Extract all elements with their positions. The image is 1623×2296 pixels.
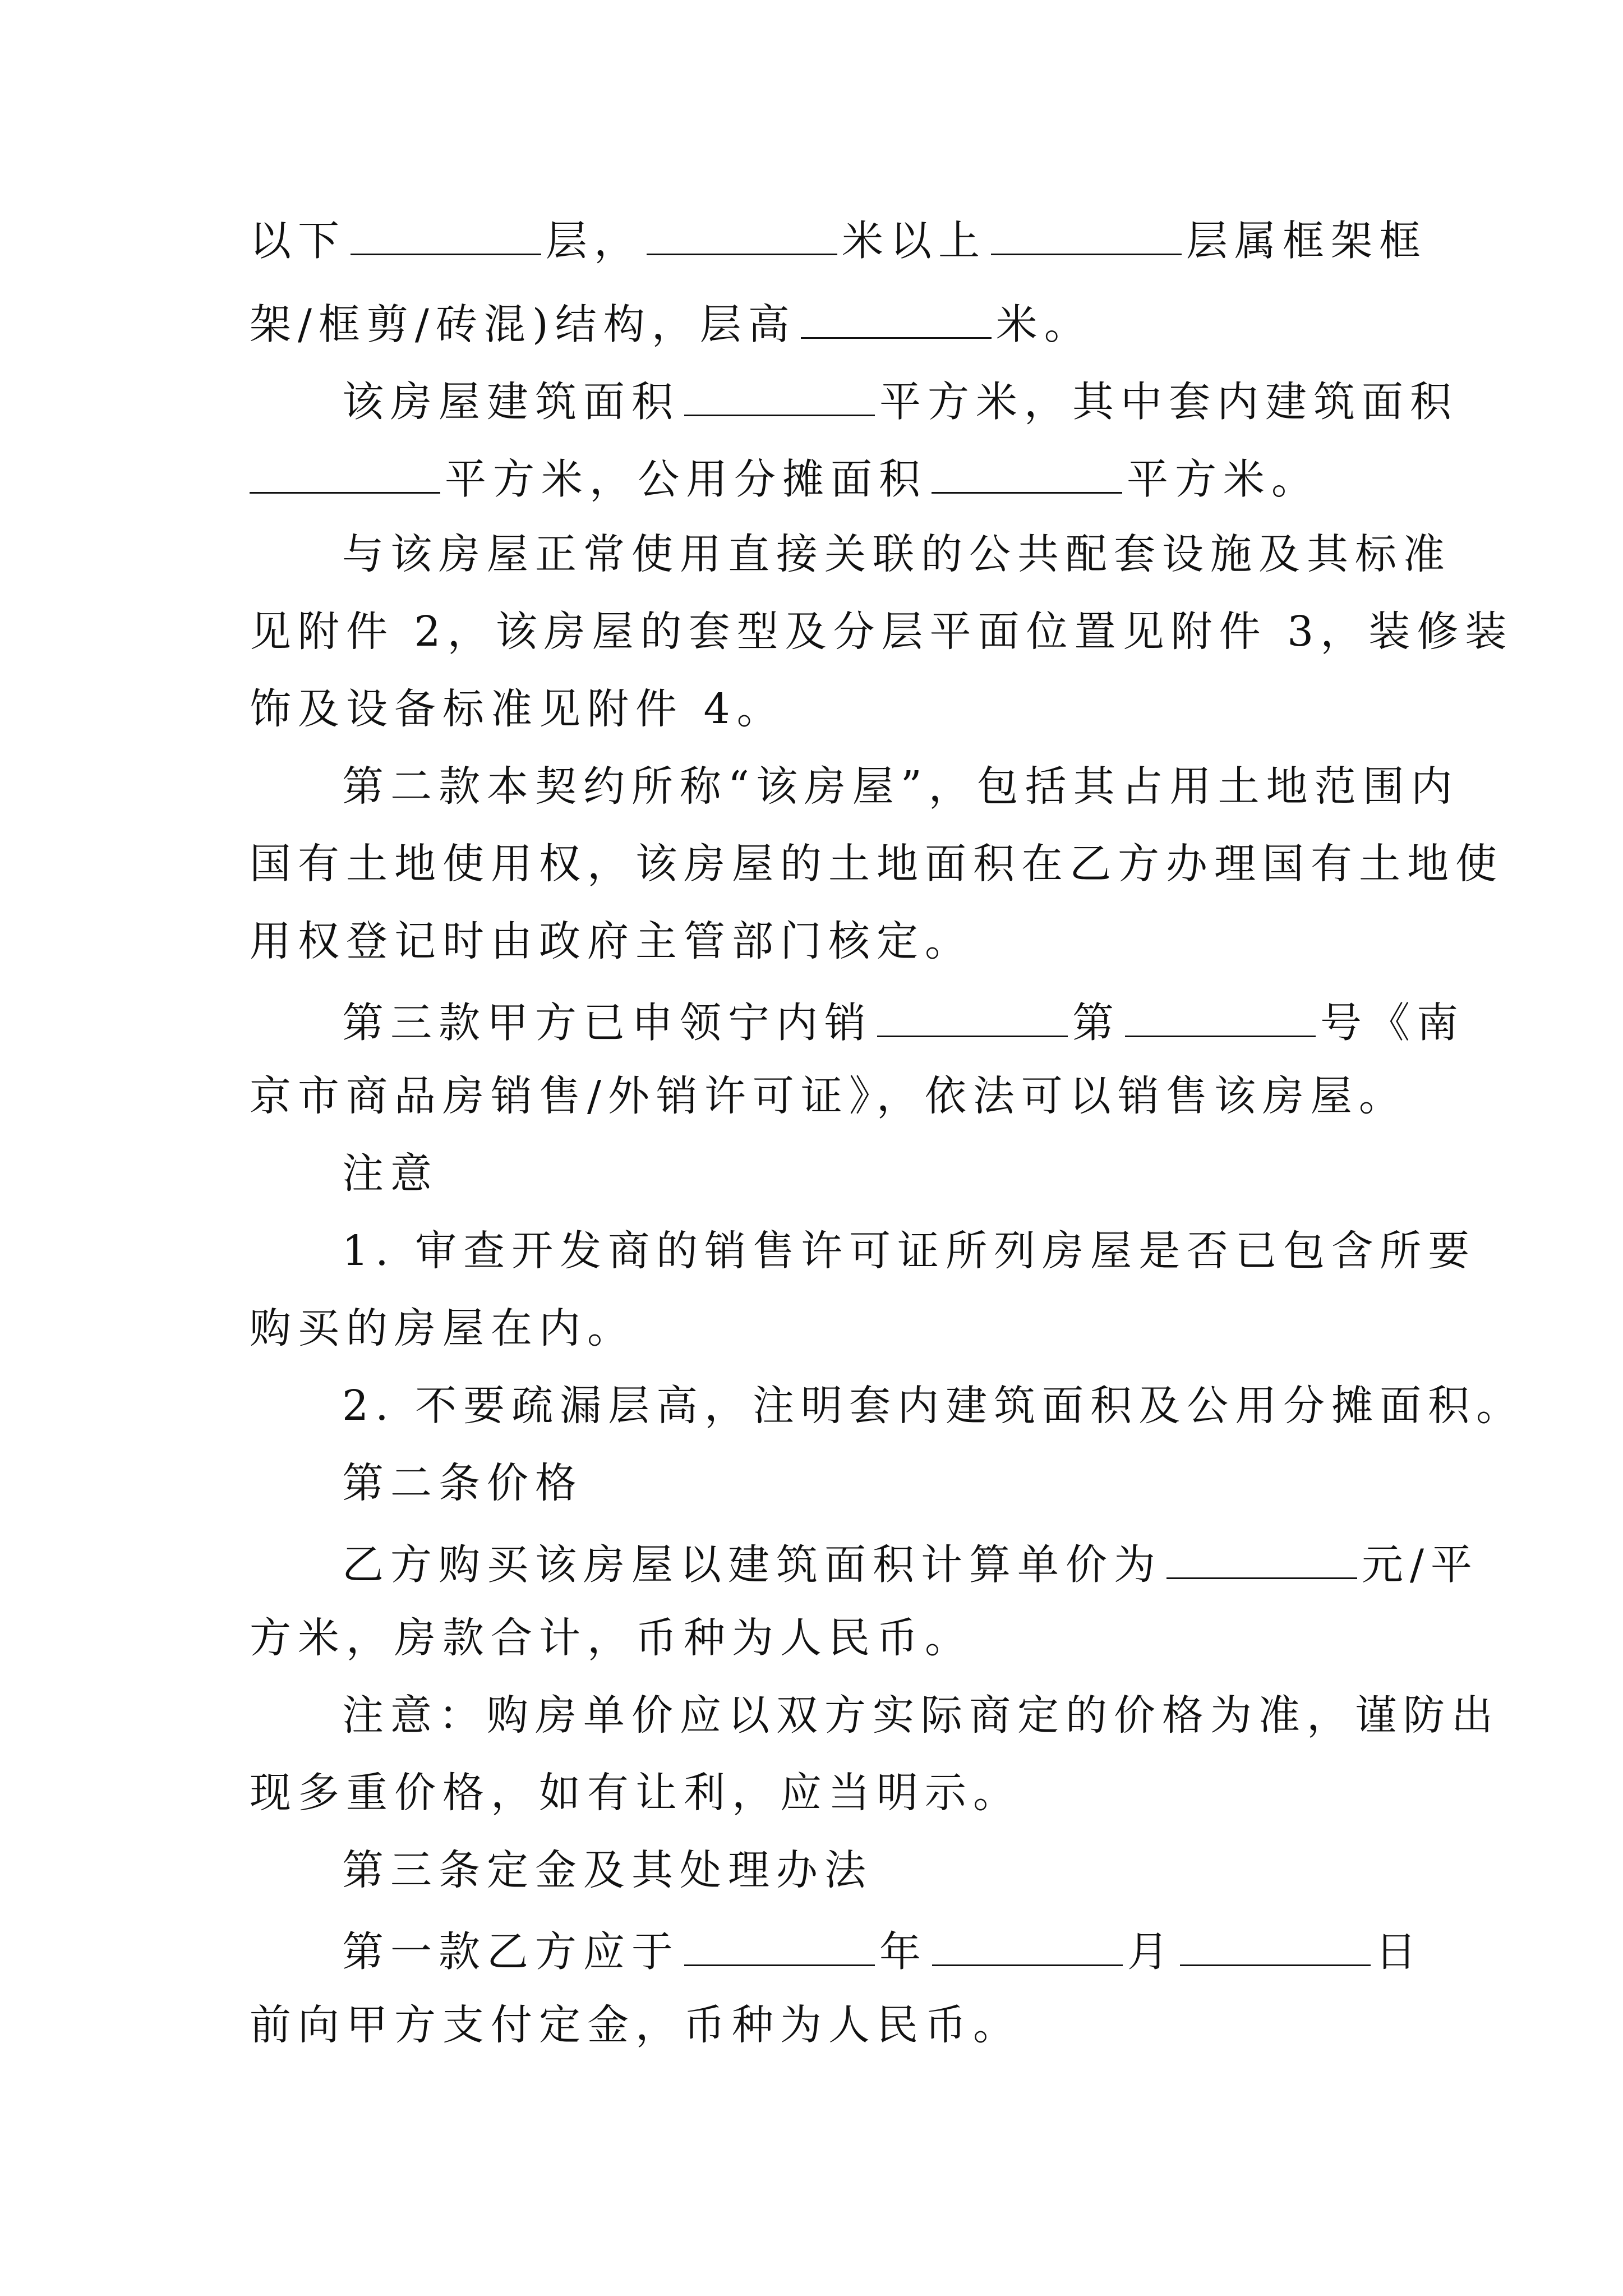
text-line: 架/框剪/砖混)结构，层高 米。 (250, 300, 1092, 349)
fill-in-blank[interactable] (932, 454, 1122, 494)
fill-in-blank[interactable] (801, 300, 992, 339)
text-line: 第三条定金及其处理办法 (342, 1846, 873, 1894)
fill-in-blank[interactable] (647, 216, 837, 255)
text-line: 第三款甲方已申领宁内销 第 号《南 (342, 999, 1465, 1047)
fill-in-blank[interactable] (684, 377, 875, 416)
text-line: 方米，房款合计，币种为人民币。 (250, 1614, 973, 1662)
text-line: 第二款本契约所称“该房屋”，包括其占用土地范围内 (342, 762, 1459, 811)
fill-in-blank[interactable] (1166, 1540, 1357, 1579)
text-line: 用权登记时由政府主管部门核定。 (250, 917, 973, 965)
fill-in-blank[interactable] (1125, 998, 1316, 1037)
text-line: 乙方购买该房屋以建筑面积计算单价为 元/平 (342, 1540, 1479, 1589)
text-line: 第二条价格 (342, 1459, 583, 1507)
text-line: 平方米，公用分摊面积 平方米。 (250, 454, 1320, 500)
text-line: 国有土地使用权，该房屋的土地面积在乙方办理国有土地使 (250, 840, 1504, 888)
text-line: 2. 不要疏漏层高，注明套内建筑面积及公用分摊面积。 (342, 1382, 1525, 1430)
text-line: 见附件 2，该房屋的套型及分层平面位置见附件 3，装修装 (250, 608, 1514, 656)
text-line: 与该房屋正常使用直接关联的公共配套设施及其标准 (342, 530, 1451, 578)
text-line: 京市商品房销售/外销许可证》，依法可以销售该房屋。 (250, 1072, 1407, 1120)
text-line: 以下 层， 米以上 层属框架框 (250, 217, 1427, 265)
text-line: 第一款乙方应于 年 月 日 (342, 1927, 1423, 1976)
fill-in-blank[interactable] (877, 998, 1068, 1037)
text-line: 饰及设备标准见附件 4。 (250, 685, 785, 733)
text-line: 该房屋建筑面积 平方米，其中套内建筑面积 (342, 378, 1458, 426)
text-line: 购买的房屋在内。 (250, 1304, 635, 1352)
fill-in-blank[interactable] (351, 216, 541, 255)
text-line: 现多重价格，如有让利，应当明示。 (250, 1769, 1021, 1817)
text-line: 注意：购房单价应以双方实际商定的价格为准，谨防出 (342, 1691, 1500, 1740)
fill-in-blank[interactable] (250, 454, 440, 494)
fill-in-blank[interactable] (932, 1927, 1123, 1966)
text-line: 1. 审查开发商的销售许可证所列房屋是否已包含所要 (342, 1227, 1477, 1275)
text-line: 前向甲方支付定金，币种为人民币。 (250, 2001, 1021, 2049)
fill-in-blank[interactable] (1180, 1927, 1371, 1966)
text-line: 注意 (342, 1149, 439, 1198)
fill-in-blank[interactable] (684, 1927, 875, 1966)
fill-in-blank[interactable] (991, 216, 1182, 255)
